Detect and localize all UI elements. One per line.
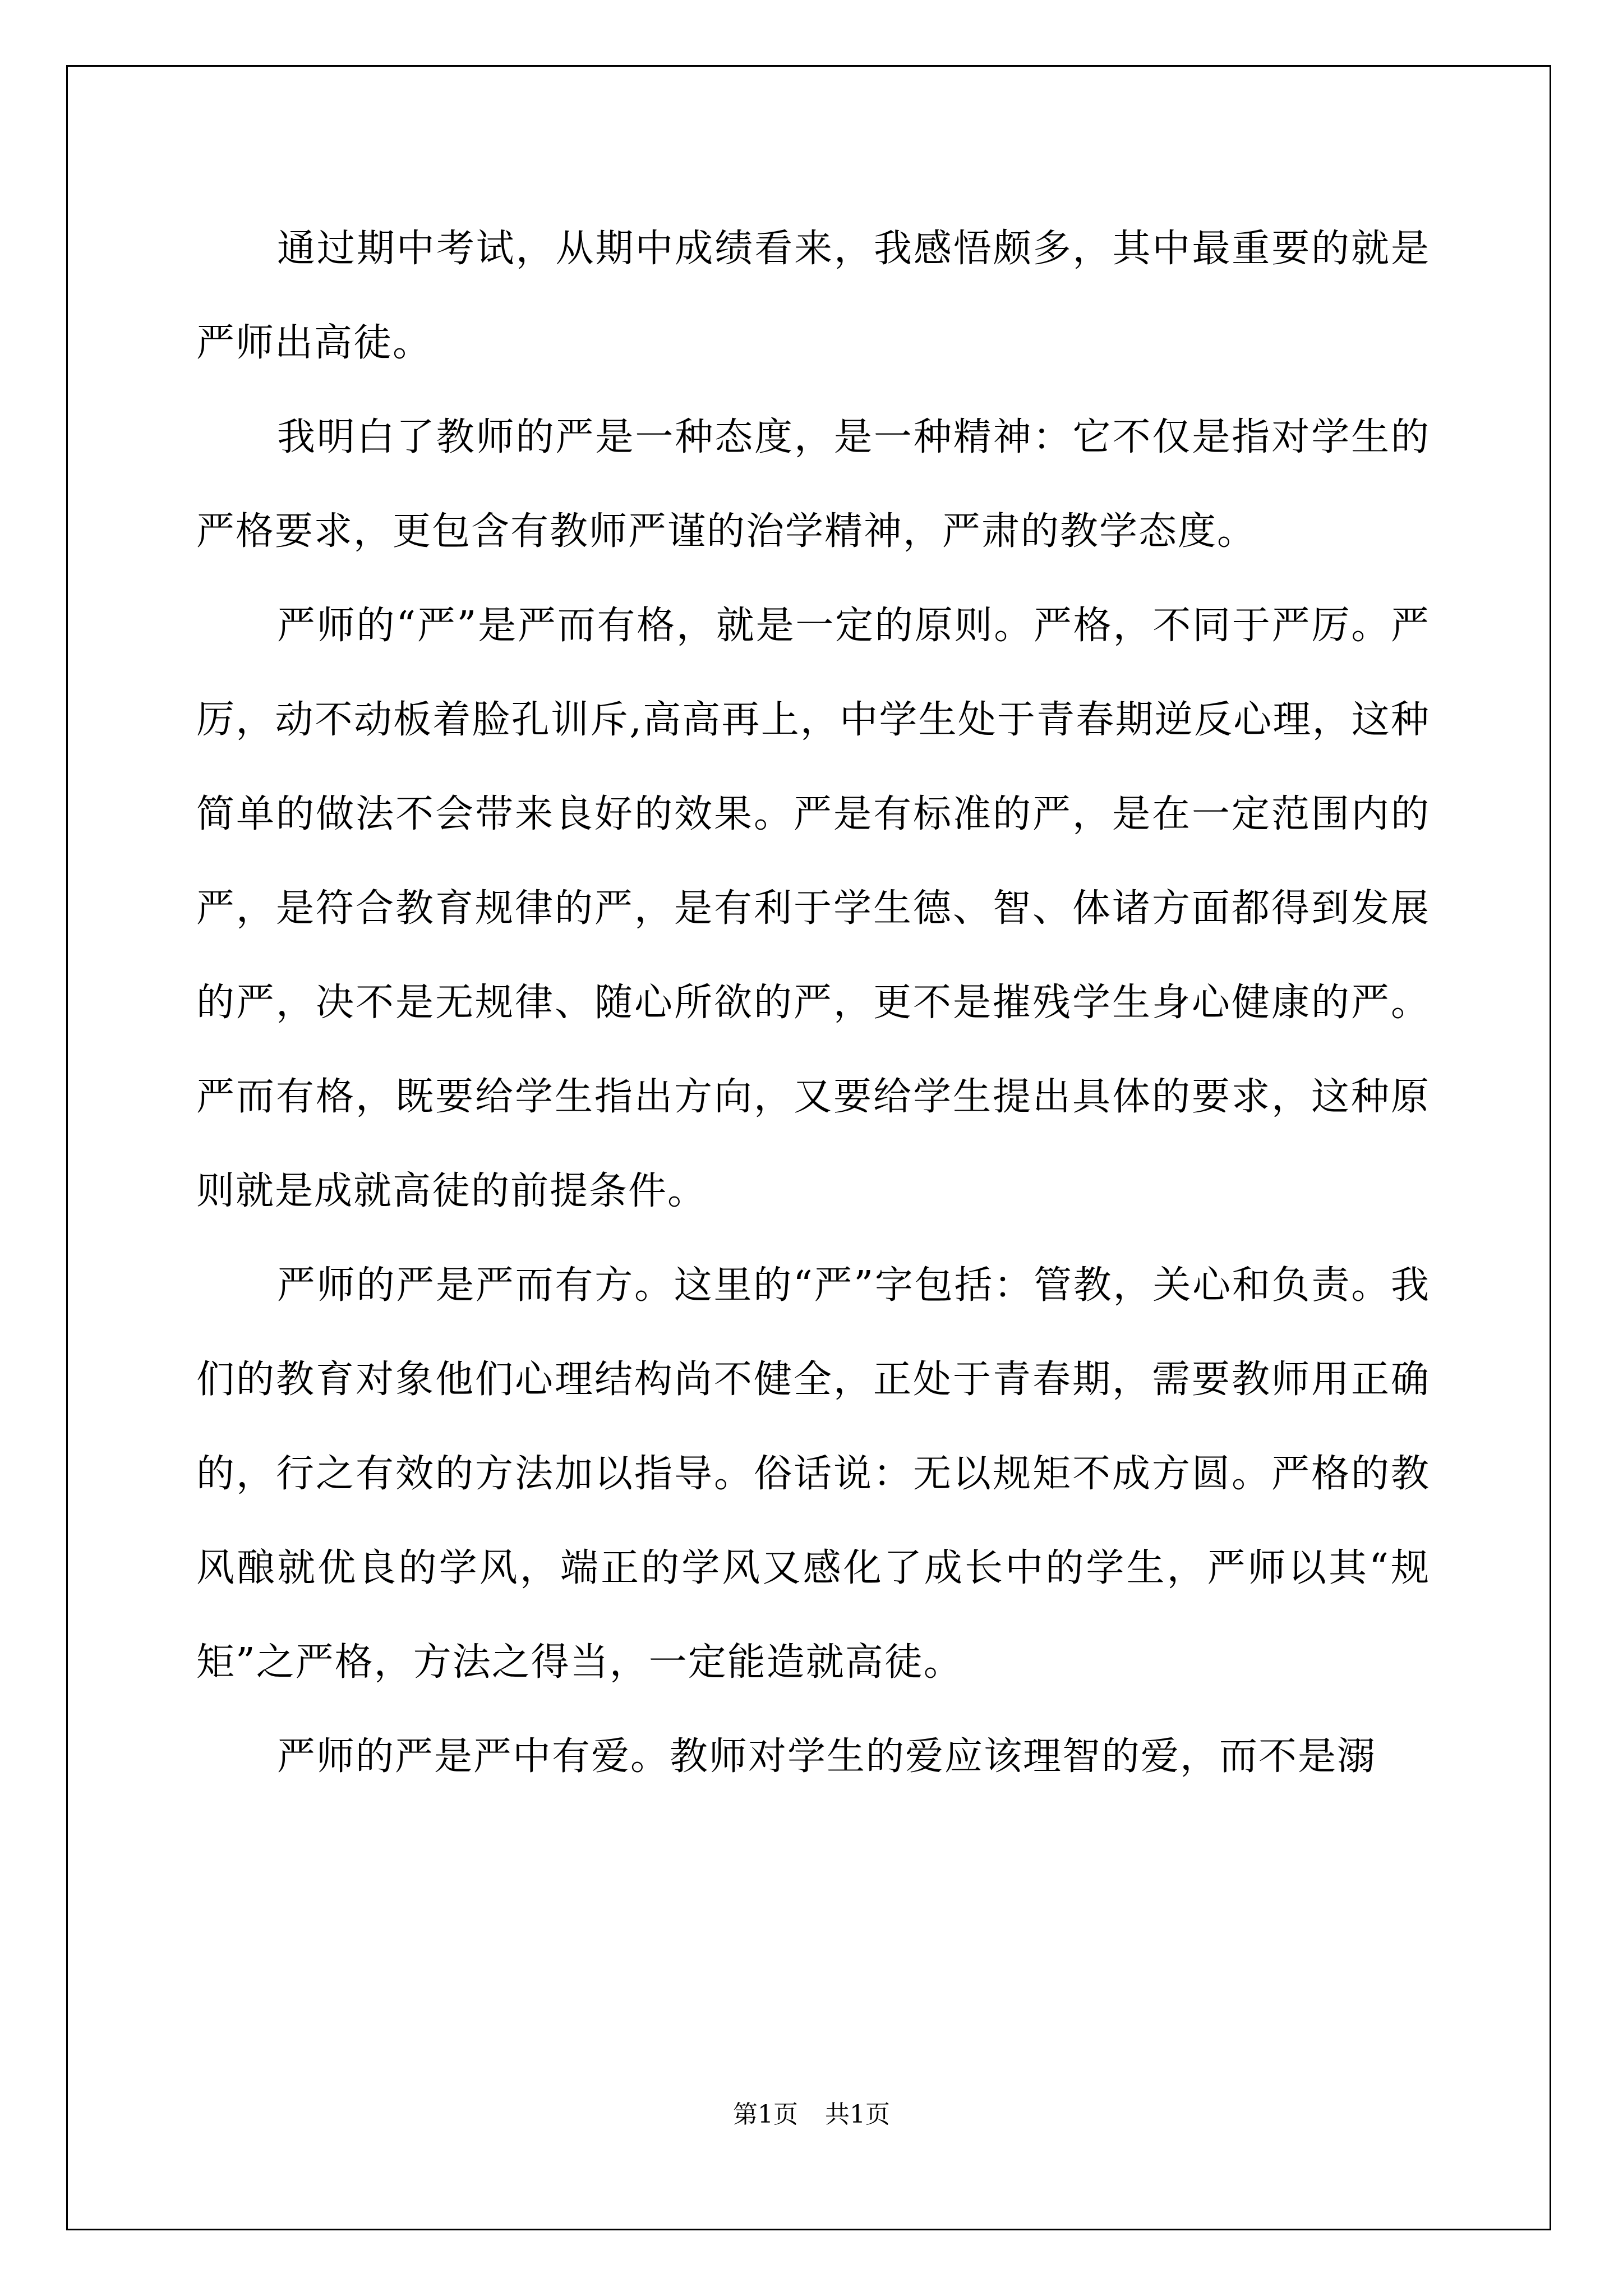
paragraph: 我明白了教师的严是一种态度，是一种精神：它不仅是指对学生的严格要求，更包含有教师严谨的治学精神，严肃的教学态度。	[196, 415, 1430, 554]
paragraph: 严师的“严”是严而有格，就是一定的原则。严格，不同于严厉。严厉，动不动板着脸孔训斥,高高再上，中学生处于青春期逆反心理，这种简单的做法不会带来良好的效果。严是有标准的严，是在一定范围内的严，是符合教育规律的严，是有利于学生德、智、体诸方面都得到发展的严，决不是无规律、随心所欲的严，更不是摧残学生身心健康的严。严而有格，既要给学生指出方向，又要给学生提出具体的要求，这种原则就是成就高徒的前提条件。	[196, 604, 1430, 1213]
paragraph: 通过期中考试，从期中成绩看来，我感悟颇多，其中最重要的就是严师出高徒。	[196, 227, 1430, 365]
page-footer	[0, 2098, 1623, 2132]
document-body	[196, 202, 1430, 1804]
paragraph: 严师的严是严中有爱。教师对学生的爱应该理智的爱，而不是溺	[277, 1734, 1377, 1779]
page-number-total: 共1页	[825, 2100, 890, 2129]
page-number-current: 第1页	[733, 2100, 798, 2129]
paragraph: 严师的严是严而有方。这里的“严”字包括：管教，关心和负责。我们的教育对象他们心理结构尚不健全，正处于青春期，需要教师用正确的，行之有效的方法加以指导。俗话说：无以规矩不成方圆。严格的教风酿就优良的学风，端正的学风又感化了成长中的学生，严师以其“规矩”之严格，方法之得当，一定能造就高徒。	[196, 1263, 1430, 1685]
